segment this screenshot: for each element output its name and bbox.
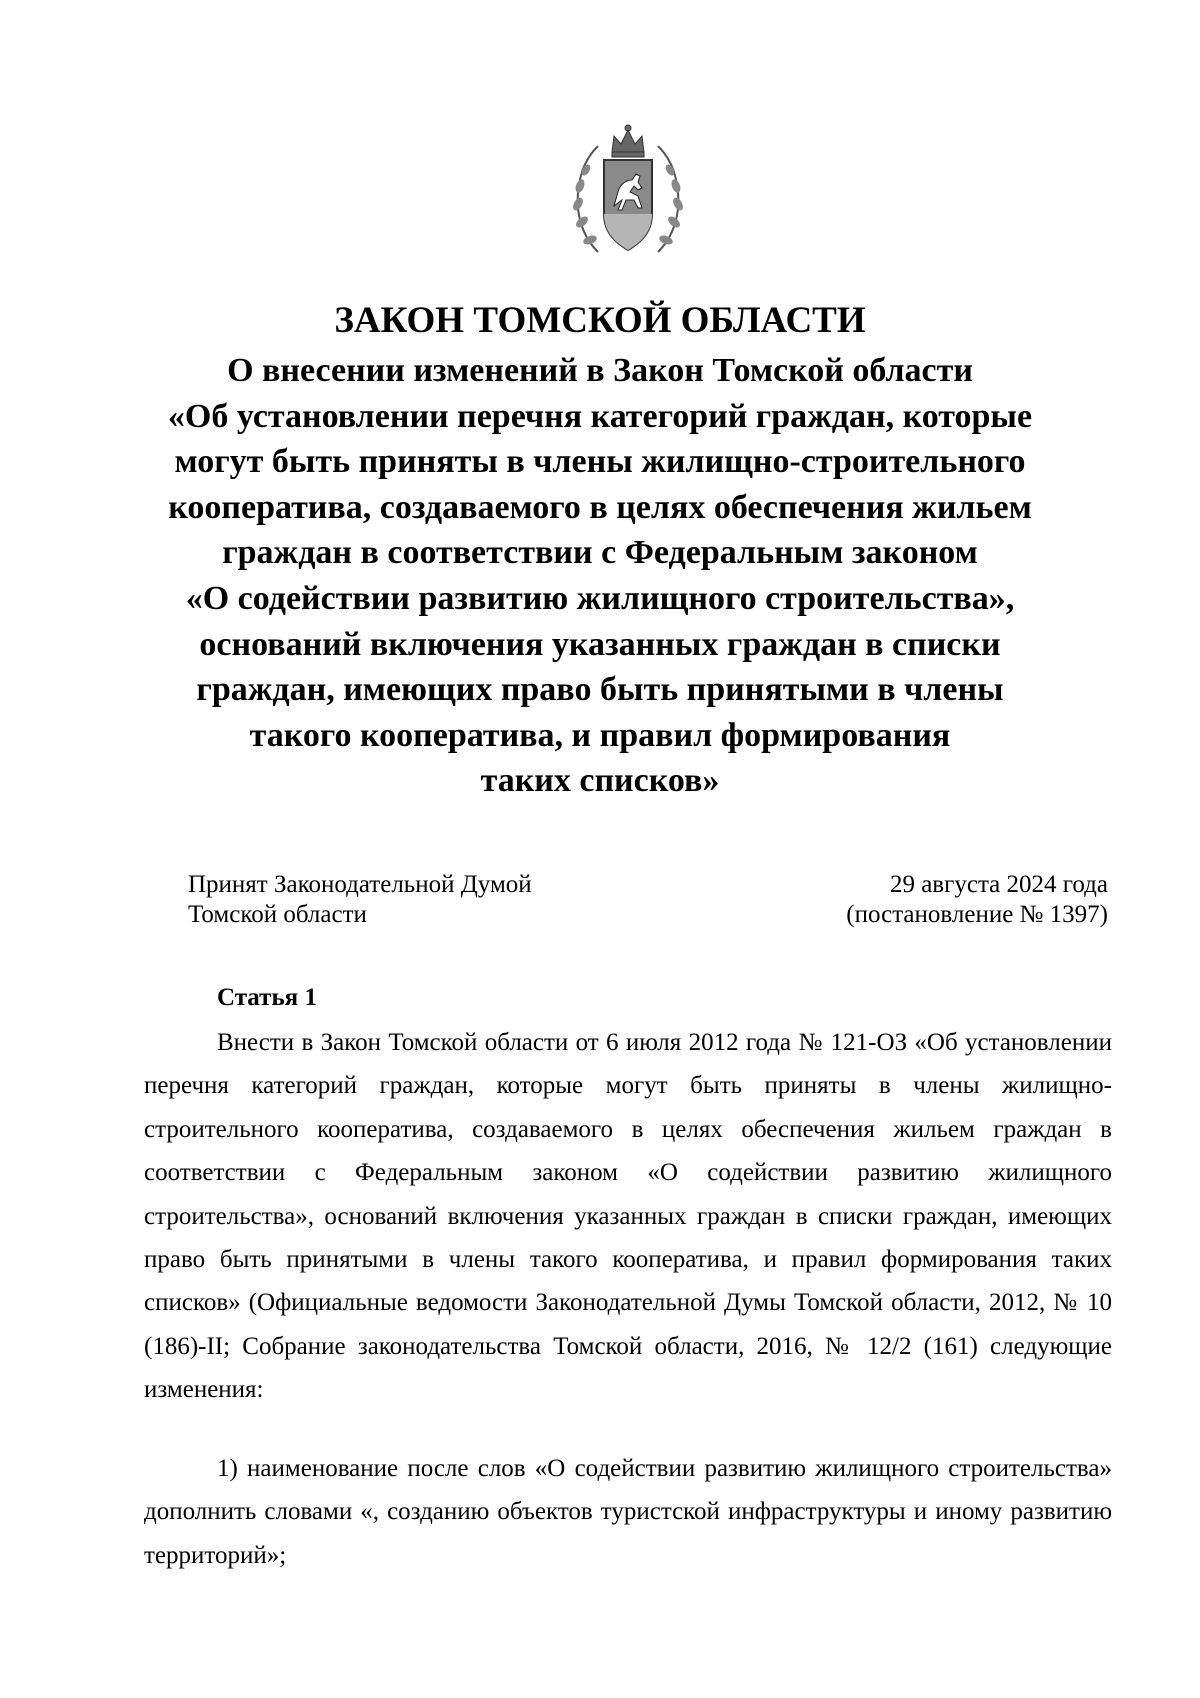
subtitle-line: кооператива, создаваемого в целях обеспечения жильем [168,488,1032,526]
title-block [130,300,1070,804]
law-title: ЗАКОН ТОМСКОЙ ОБЛАСТИ [334,300,866,341]
subtitle-line: О внесении изменений в Закон Томской области [227,352,973,389]
resolution-number: (постановление № 1397) [846,901,1108,928]
adopting-body-line: Принят Законодательной Думой [188,871,532,898]
article-paragraph: 1) наименование после слов «О содействии развитию жилищного строительства» дополнить словами «, созданию объектов туристской инфраструктуры и иному развитию территорий»; [144,1455,1112,1569]
subtitle-line: могут быть приняты в члены жилищно-строительного [174,443,1026,481]
subtitle-line: оснований включения указанных граждан в списки [199,625,1001,663]
article-paragraph: Внести в Закон Томской области от 6 июля 2012 года № 121-ОЗ «Об установлении перечня категорий граждан, которые могут быть приняты в члены жилищно-строительного кооператива, создаваемого в целях обеспечения жильем граждан в соответствии с Федеральным законом «О содействии развитию жилищного строительства», оснований включения указанных граждан в списки граждан, имеющих право быть принятыми в члены такого кооператива, и правил формирования таких списков» (Официальные ведомости Законодательной Думы Томской области, 2012, № 10 (186)-II; Собрание законодательства Томской области, 2016, № 12/2 (161) следующие изменения: [144,1029,1112,1404]
coat-of-arms-icon [568,122,688,262]
adopting-body-line: Томской области [188,901,367,928]
subtitle-line: граждан в соответствии с Федеральным законом [222,534,978,572]
subtitle-line: граждан, имеющих право быть принятыми в члены [196,671,1004,709]
subtitle-line: таких списков» [480,762,720,800]
article-heading: Статья 1 [217,984,317,1011]
subtitle-line: «О содействии развитию жилищного строительства», [185,579,1015,617]
law-subtitle [130,348,1070,804]
adopting-body [188,870,532,930]
adoption-date [846,870,1108,930]
adoption-date-line: 29 августа 2024 года [889,871,1108,898]
subtitle-line: такого кооператива, и правил формирования [249,716,951,754]
subtitle-line: «Об установлении перечня категорий граждан, которые [167,397,1033,435]
